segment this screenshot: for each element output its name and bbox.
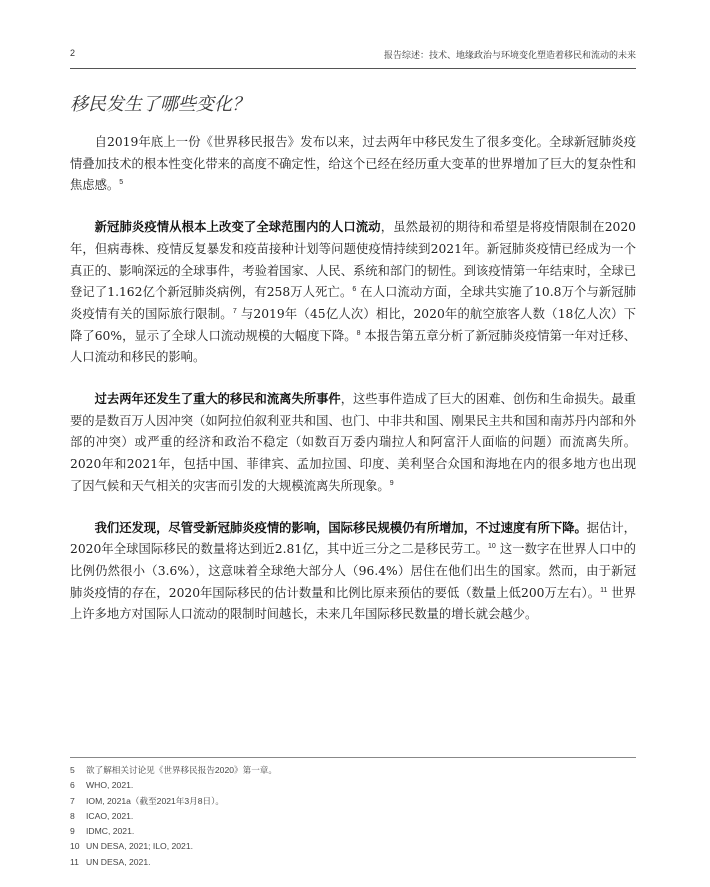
footnote-text: UN DESA, 2021. [86,856,151,867]
footnote-list [70,763,630,870]
footnote-ref[interactable]: 7 [232,307,237,315]
footnote-item [70,809,630,824]
footnote-ref[interactable]: 6 [352,286,357,294]
paragraph-3 [70,388,636,498]
footnote-number: 10 [70,841,80,852]
paragraph-lead: 过去两年还发生了重大的移民和流离失所事件 [94,391,341,407]
paragraph-text: 本报告第五章分析了新冠肺炎疫情第一年对迁移、人口流动和移民的影响。 [70,328,636,365]
paragraph-2 [70,216,636,369]
footnote-ref[interactable]: 8 [356,329,361,337]
running-header: 报告综述：技术、地缘政治与环境变化塑造着移民和流动的未来 [383,50,636,60]
footnote-number: 6 [70,780,75,791]
paragraph-text: 据估计，2020年全球国际移民的数量将达到近2.81亿，其中近三分之二是移民劳工。 [70,520,636,557]
section-title: 移民发生了哪些变化？ [70,94,250,115]
footnote-ref[interactable]: 10 [488,543,496,551]
paragraph-lead: 新冠肺炎疫情从根本上改变了全球范围内的人口流动 [94,219,381,235]
footnote-number: 5 [70,765,75,775]
body-content [70,132,636,645]
footnote-ref[interactable]: 11 [600,586,608,594]
footnote-text: IOM, 2021a（截至2021年3月8日）。 [86,795,225,806]
footnote-number: 9 [70,826,75,837]
footnote-item [70,855,630,870]
paragraph-text: 在人口流动方面，全球共实施了10.8万个与新冠肺炎疫情有关的国际旅行限制。 [70,285,636,321]
footnote-text: IDMC, 2021. [86,826,135,837]
paragraph-text: ，这些事件造成了巨大的困难、创伤和生命损失。最重要的是数百万人因冲突（如阿拉伯叙利亚共和国、也门、中非共和国、刚果民主共和国和南苏丹内部和外部的冲突）或严重的经济和政治不稳定（如数百万委内瑞拉人和阿富汗人面临的问题）而流离失所。2020年和2021年，包括中国、菲律宾、孟加拉国、印度、美利坚合众国和海地在内的很多地方也出现了因气候和天气相关的灾害而引发的大规模流离失所现象。 [70,392,636,493]
paragraph-text: ，虽然最初的期待和希望是将疫情限制在2020年，但病毒株、疫情反复暴发和疫苗接种计划等问题使疫情持续到2021年。新冠肺炎疫情已经成为一个真正的、影响深远的全球事件，考验着国家、人民、系统和部门的韧性。到该疫情第一年结束时，全球已登记了1.162亿个新冠肺炎病例，有258万人死亡。 [70,220,636,300]
paragraph-1 [70,132,636,197]
page-number: 2 [70,48,76,58]
footnote-text: WHO, 2021. [86,780,134,791]
footnote-item [70,839,630,854]
paragraph-lead: 我们还发现，尽管受新冠肺炎疫情的影响，国际移民规模仍有所增加，不过速度有所下降。 [94,519,587,535]
footnote-item [70,763,630,778]
footnote-text: 欲了解相关讨论见《世界移民报告2020》第一章。 [86,765,277,775]
footnote-text: ICAO, 2021. [86,810,134,821]
footnote-ref[interactable]: 9 [389,479,394,487]
paragraph-text: 与2019年（45亿人次）相比，2020年的航空旅客人数（18亿人次）下降了60%，显示了全球人口流动规模的大幅度下降。 [70,306,636,343]
footnote-text: UN DESA, 2021; ILO, 2021. [86,841,194,852]
header-divider [70,68,636,69]
footnote-item [70,794,630,809]
footnote-number: 8 [70,810,75,821]
footnote-ref[interactable]: 5 [119,179,124,187]
footnote-divider [70,757,636,758]
footnote-number: 7 [70,795,75,806]
paragraph-4 [70,517,636,627]
footnote-item [70,824,630,839]
paragraph-text: 自2019年底上一份《世界移民报告》发布以来，过去两年中移民发生了很多变化。全球新冠肺炎疫情叠加技术的根本性变化带来的高度不确定性，给这个已经在经历重大变革的世界增加了巨大的复杂性和焦虑感。 [70,135,636,193]
footnote-number: 11 [70,856,79,867]
paragraph-text: 这一数字在世界人口中的比例仍然很小（3.6%），这意味着全球绝大部分人（96.4%）居住在他们出生的国家。然而，由于新冠肺炎疫情的存在，2020年国际移民的估计数量和比例比原来预估的要低（数量上低200万左右）。 [70,542,636,600]
paragraph-text: 世界上许多地方对国际人口流动的限制时间越长，未来几年国际移民数量的增长就会越少。 [70,585,636,622]
footnote-item [70,778,630,793]
